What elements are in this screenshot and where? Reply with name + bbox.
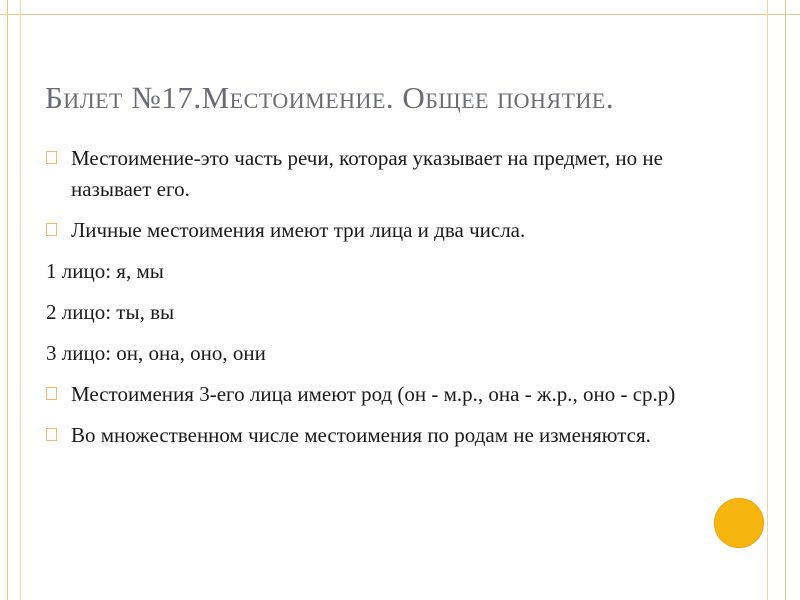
paragraph-third-person (46, 338, 706, 369)
paragraph-first-person (46, 256, 706, 287)
decorative-circle (714, 498, 764, 548)
paragraph-text: Личные местоимения имеют три лица и два числа. (71, 218, 526, 242)
left-border-line-inner (20, 0, 21, 600)
paragraph-gender (46, 379, 706, 410)
paragraph-second-person (46, 297, 706, 328)
top-border-line (0, 14, 800, 15)
slide-title: Билет №17.Местоимение. Общее понятие. (45, 80, 615, 115)
right-border-line-inner (767, 0, 768, 600)
bullet-icon (46, 151, 57, 164)
paragraph-text: 3 лицо: он, она, оно, они (46, 341, 266, 365)
paragraph-text: Во множественном числе местоимения по родам не изменяются. (71, 423, 651, 447)
paragraph-personal-pronouns (46, 215, 706, 246)
bullet-icon (46, 428, 57, 441)
paragraph-text: Местоимения 3-его лица имеют род (он - м.р., она - ж.р., оно - ср.р) (71, 382, 676, 406)
paragraph-text: Местоимение-это часть речи, которая указывает на предмет, но не называет его. (71, 146, 663, 201)
bullet-icon (46, 387, 57, 400)
left-border-line-outer (7, 0, 8, 600)
paragraph-text: 1 лицо: я, мы (46, 259, 164, 283)
paragraph-plural (46, 420, 706, 451)
paragraph-definition (46, 143, 706, 205)
bullet-icon (46, 223, 57, 236)
slide-content (46, 143, 706, 451)
paragraph-text: 2 лицо: ты, вы (46, 300, 175, 324)
right-border-line-outer (785, 0, 786, 600)
